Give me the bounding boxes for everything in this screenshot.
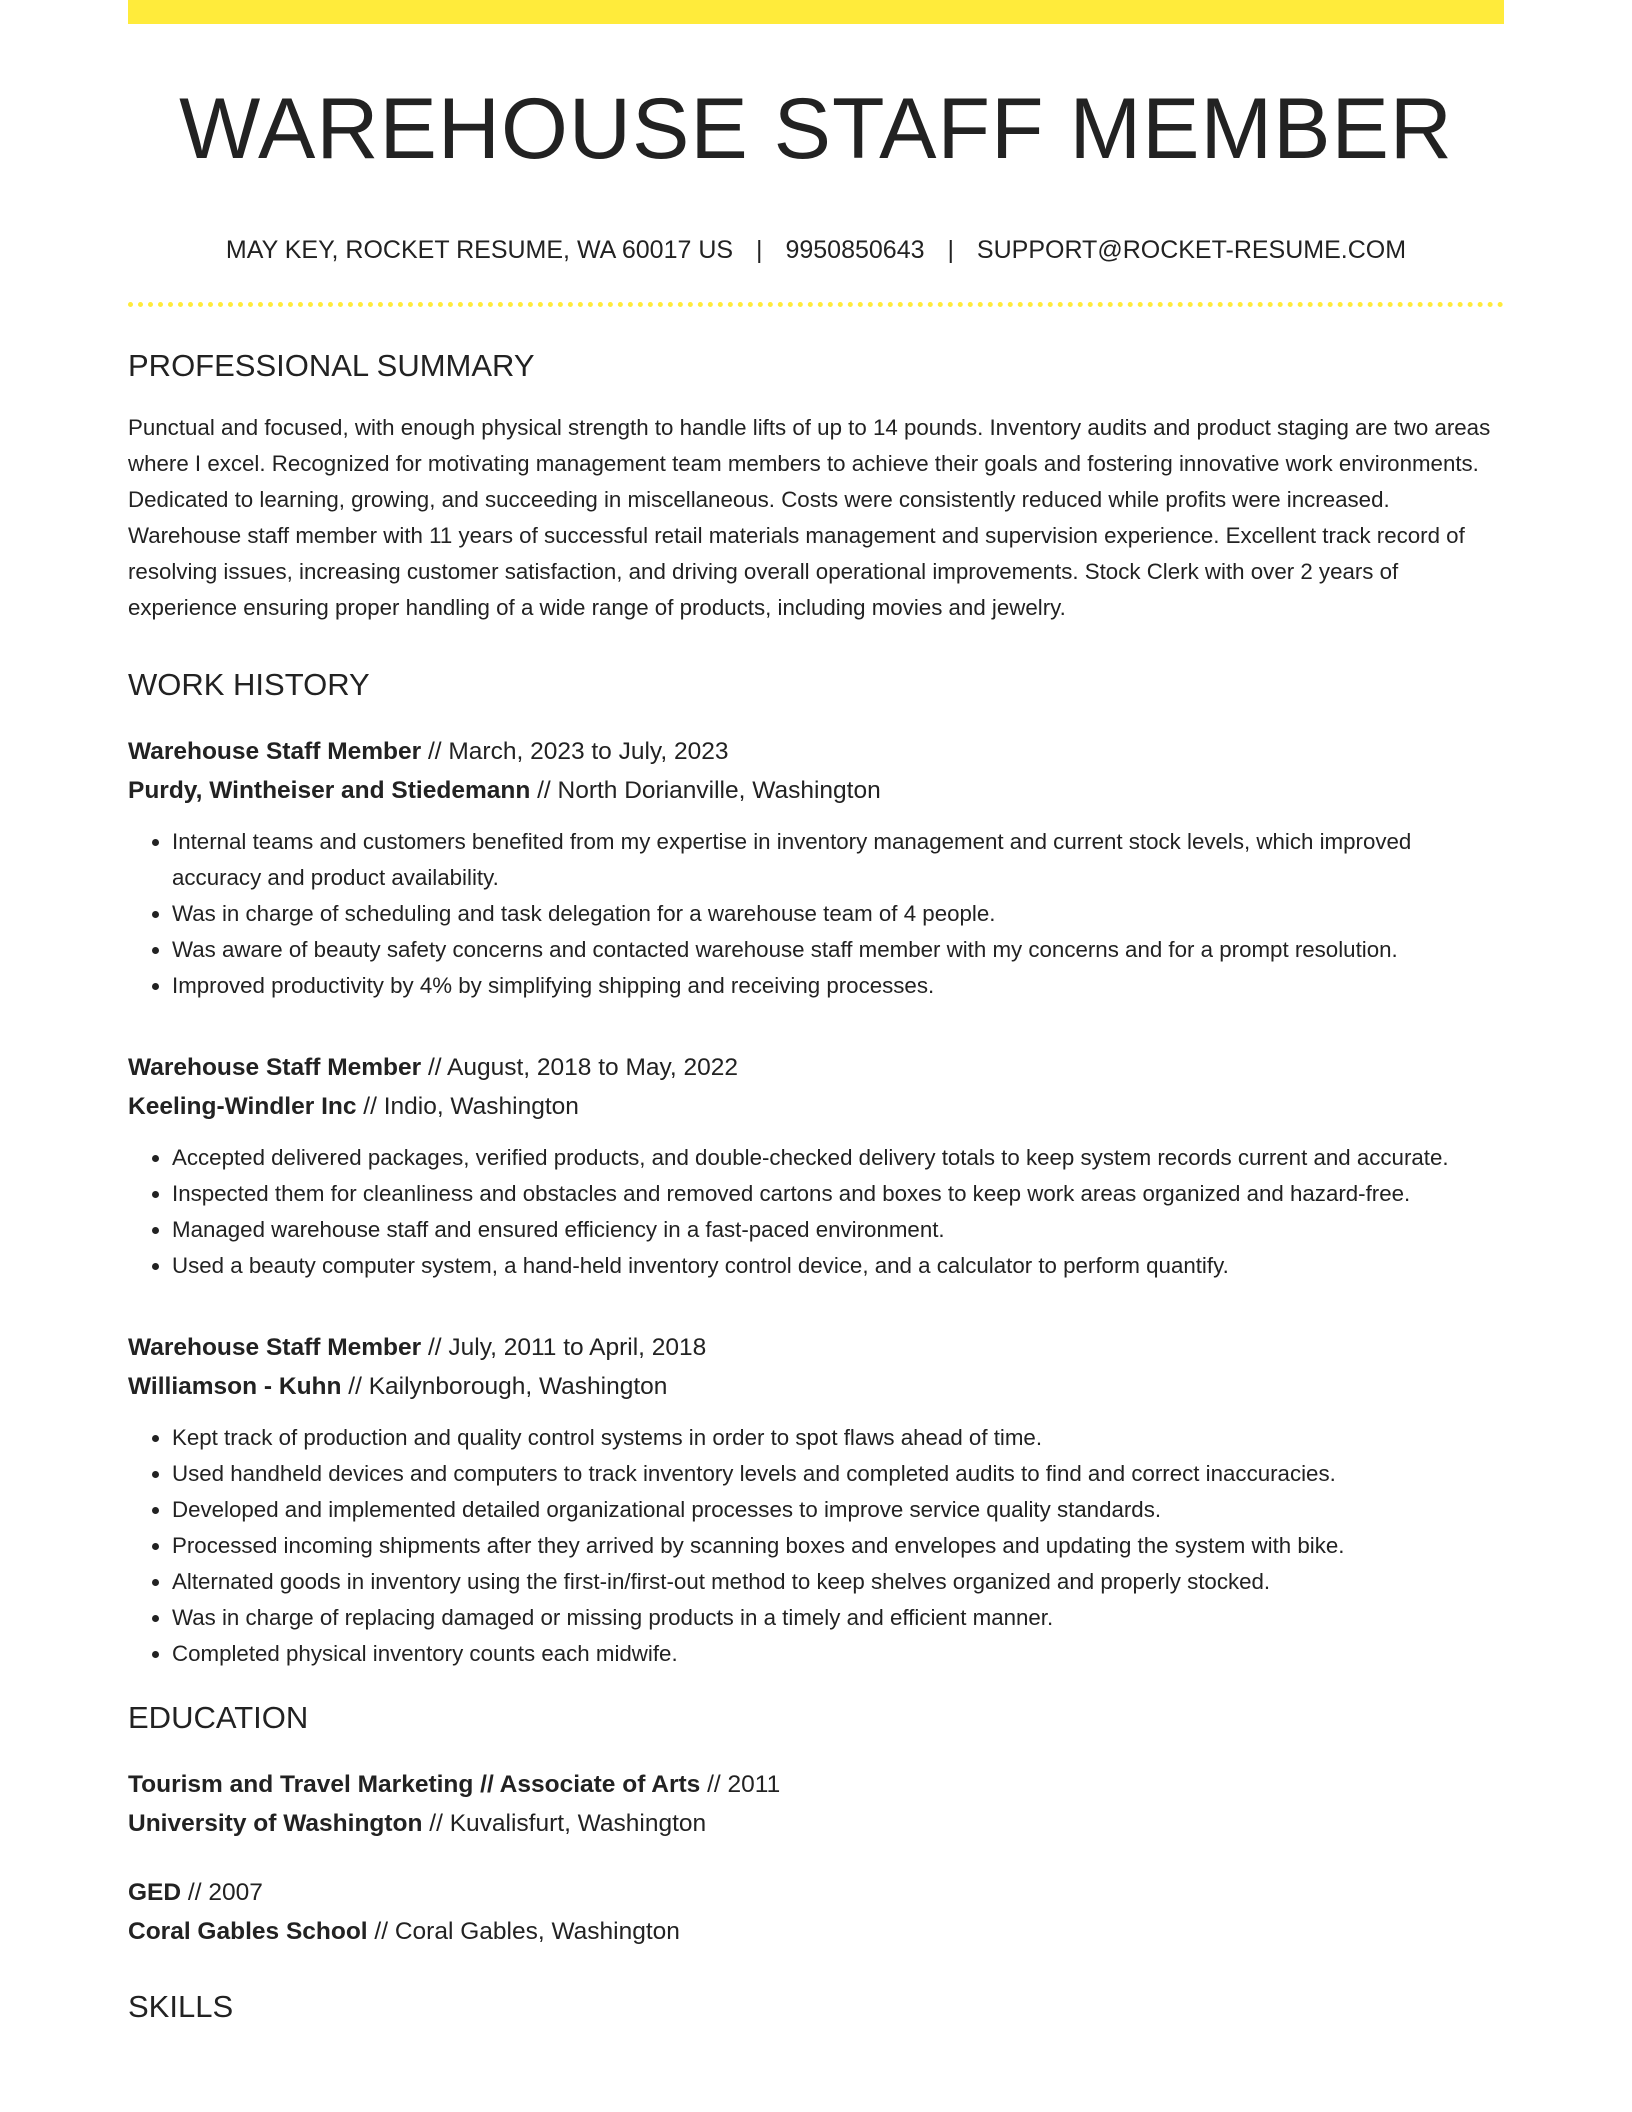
job-bullet: • Accepted delivered packages, verified products, and double-checked delivery totals to keep system records current and accurate.	[172, 1140, 1504, 1176]
job-company-line	[128, 1087, 1504, 1126]
job-company-line	[128, 1367, 1504, 1406]
contact-separator: |	[947, 236, 954, 264]
job-bullet: • Completed physical inventory counts each midwife.	[172, 1636, 1504, 1672]
job-entry	[128, 1048, 1504, 1284]
education-entry	[128, 1765, 1504, 1843]
job-location: // Kailynborough, Washington	[341, 1373, 668, 1400]
job-bullet: • Managed warehouse staff and ensured efficiency in a fast-paced environment.	[172, 1212, 1504, 1248]
dotted-divider	[128, 302, 1504, 307]
job-bullet: • Developed and implemented detailed organizational processes to improve service quality standards.	[172, 1492, 1504, 1528]
education-year: // 2007	[181, 1879, 263, 1906]
job-bullet: • Was aware of beauty safety concerns and contacted warehouse staff member with my concerns and for a prompt resolution.	[172, 932, 1504, 968]
section-heading-education: EDUCATION	[128, 1700, 309, 1735]
education-school: Coral Gables School	[128, 1918, 368, 1945]
job-bullet: • Was in charge of scheduling and task delegation for a warehouse team of 4 people.	[172, 896, 1504, 932]
summary-text: Punctual and focused, with enough physical strength to handle lifts of up to 14 pounds. Inventory audits and product staging are two areas where I excel. Recognized for motivating management team members to achieve their goals and fostering innovative work environments. Dedicated to learning, growing, and succeeding in miscellaneous. Costs were consistently reduced while profits were increased. Warehouse staff member with 11 years of successful retail materials management and supervision experience. Excellent track record of resolving issues, increasing customer satisfaction, and driving overall operational improvements. Stock Clerk with over 2 years of experience ensuring proper handling of a wide range of products, including movies and jewelry.	[128, 415, 1491, 620]
education-year: // 2011	[700, 1771, 781, 1798]
education-degree-line	[128, 1873, 1504, 1912]
job-bullet: • Alternated goods in inventory using the first-in/first-out method to keep shelves organized and properly stocked.	[172, 1564, 1504, 1600]
education-degree-line	[128, 1765, 1504, 1804]
education-school-line	[128, 1804, 1504, 1843]
job-bullet: • Processed incoming shipments after they arrived by scanning boxes and envelopes and updating the system with bike.	[172, 1528, 1504, 1564]
job-bullet: • Internal teams and customers benefited from my expertise in inventory management and current stock levels, which improved accuracy and product availability.	[172, 824, 1504, 896]
job-bullet: • Improved productivity by 4% by simplifying shipping and receiving processes.	[172, 968, 1504, 1004]
job-title: Warehouse Staff Member	[128, 1054, 422, 1081]
job-title: Warehouse Staff Member	[128, 1334, 422, 1361]
section-heading-skills: SKILLS	[128, 1989, 234, 2024]
job-company: Keeling-Windler Inc	[128, 1093, 357, 1120]
education-location: // Coral Gables, Washington	[367, 1918, 680, 1945]
education-degree: GED	[128, 1879, 182, 1906]
job-entry	[128, 1328, 1504, 1672]
job-bullets	[128, 1140, 1504, 1284]
job-location: // North Dorianville, Washington	[530, 777, 881, 804]
job-title: Warehouse Staff Member	[128, 738, 422, 765]
education-school: University of Washington	[128, 1810, 423, 1837]
section-heading-summary: PROFESSIONAL SUMMARY	[128, 348, 535, 383]
contact-phone: 9950850643	[785, 236, 925, 264]
job-bullets	[128, 824, 1504, 1004]
job-bullet: • Used handheld devices and computers to track inventory levels and completed audits to find and correct inaccuracies.	[172, 1456, 1504, 1492]
resume-page	[128, 0, 1504, 2022]
contact-separator: |	[756, 236, 763, 264]
accent-top-bar	[128, 0, 1504, 24]
job-company: Purdy, Wintheiser and Stiedemann	[128, 777, 531, 804]
job-title-line	[128, 1328, 1504, 1367]
section-heading-work-history: WORK HISTORY	[128, 667, 370, 702]
education-degree: Tourism and Travel Marketing // Associate of Arts	[128, 1771, 701, 1798]
job-bullet: • Kept track of production and quality control systems in order to spot flaws ahead of time.	[172, 1420, 1504, 1456]
resume-name: WAREHOUSE STAFF MEMBER	[179, 81, 1453, 177]
job-location: // Indio, Washington	[356, 1093, 579, 1120]
job-bullet: • Was in charge of replacing damaged or missing products in a timely and efficient manner.	[172, 1600, 1504, 1636]
education-school-line	[128, 1912, 1504, 1951]
education-location: // Kuvalisfurt, Washington	[422, 1810, 707, 1837]
education-entry	[128, 1873, 1504, 1951]
job-title-line	[128, 732, 1504, 771]
job-company: Williamson - Kuhn	[128, 1373, 342, 1400]
job-bullet: • Inspected them for cleanliness and obstacles and removed cartons and boxes to keep work areas organized and hazard-free.	[172, 1176, 1504, 1212]
job-entry	[128, 732, 1504, 1004]
job-company-line	[128, 771, 1504, 810]
contact-email: SUPPORT@ROCKET-RESUME.COM	[976, 236, 1407, 264]
job-dates: // July, 2011 to April, 2018	[421, 1334, 707, 1361]
job-dates: // March, 2023 to July, 2023	[421, 738, 729, 765]
job-bullets	[128, 1420, 1504, 1672]
job-dates: // August, 2018 to May, 2022	[421, 1054, 739, 1081]
job-bullet: • Used a beauty computer system, a hand-held inventory control device, and a calculator to perform quantify.	[172, 1248, 1504, 1284]
contact-address: MAY KEY, ROCKET RESUME, WA 60017 US	[225, 236, 734, 264]
job-title-line	[128, 1048, 1504, 1087]
contact-line	[128, 238, 1504, 263]
